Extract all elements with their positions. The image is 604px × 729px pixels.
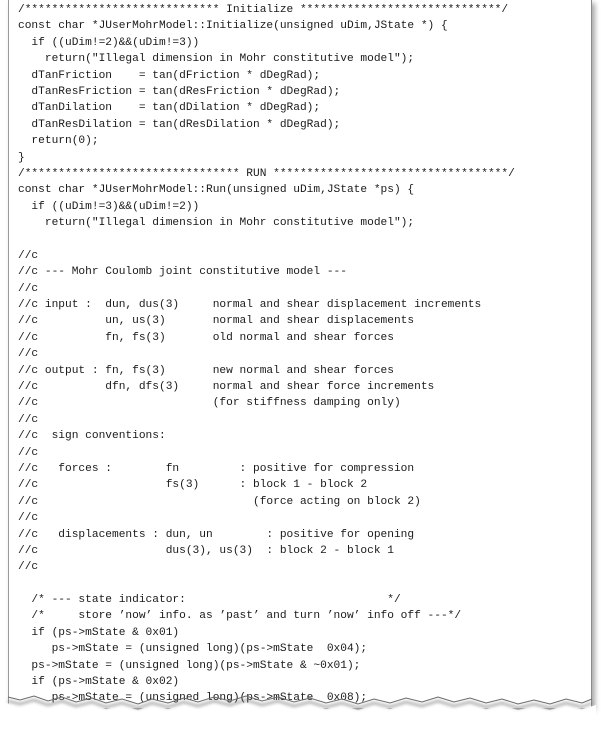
code-line: //c fn, fs(3) old normal and shear forces [18, 331, 394, 344]
code-line: //c [18, 282, 39, 295]
code-line: //c [18, 413, 39, 426]
code-line: if ((uDim!=3)&&(uDim!=2)) [18, 200, 200, 213]
code-line: //c --- Mohr Coulomb joint constitutive model --- [18, 266, 347, 279]
code-line: //c (force acting on block 2) [18, 495, 421, 508]
code-line: return(0); [18, 135, 99, 148]
code-line: dTanResDilation = tan(dResDilation * dDegRad); [18, 118, 341, 131]
code-line: return("Illegal dimension in Mohr constitutive model"); [18, 53, 415, 66]
code-line: //c displacements : dun, un : positive for opening [18, 528, 415, 541]
code-line: } [18, 151, 25, 164]
code-line: /******************************** RUN ***********************************/ [18, 167, 515, 180]
code-line: //c (for stiffness damping only) [18, 397, 401, 410]
code-line: //c [18, 348, 39, 361]
code-line: ps->mState = (unsigned long)(ps->mState 0x08); [18, 692, 368, 705]
code-line: /* store ’now’ info. as ’past’ and turn ’now’ info off ---*/ [18, 610, 462, 623]
code-line: ps->mState = (unsigned long)(ps->mState & ~0x01); [18, 659, 361, 672]
code-line: //c dfn, dfs(3) normal and shear force increments [18, 380, 435, 393]
code-line: //c [18, 446, 39, 459]
code-page [8, 0, 592, 708]
code-line: //c forces : fn : positive for compression [18, 462, 415, 475]
code-line: const char *JUserMohrModel::Initialize(unsigned uDim,JState *) { [18, 20, 448, 33]
code-line: //c sign conventions: [18, 430, 166, 443]
code-line: //c [18, 561, 39, 574]
code-line [18, 576, 515, 592]
code-line: dTanDilation = tan(dDilation * dDegRad); [18, 102, 321, 115]
code-line: dTanFriction = tan(dFriction * dDegRad); [18, 69, 321, 82]
code-line: if (ps->mState & 0x01) [18, 626, 180, 639]
code-line: dTanResFriction = tan(dResFriction * dDegRad); [18, 85, 341, 98]
code-listing [18, 2, 515, 707]
torn-paper-edge [0, 689, 604, 729]
code-line: //c [18, 249, 39, 262]
code-line: //c [18, 512, 39, 525]
code-line: /***************************** Initialize ******************************/ [18, 4, 509, 16]
code-line: //c output : fn, fs(3) new normal and shear forces [18, 364, 394, 377]
code-line: if ((uDim!=2)&&(uDim!=3)) [18, 36, 200, 49]
code-line: //c fs(3) : block 1 - block 2 [18, 479, 368, 492]
code-line: //c dus(3), us(3) : block 2 - block 1 [18, 544, 394, 557]
code-line: //c un, us(3) normal and shear displacements [18, 315, 415, 328]
code-line: //c input : dun, dus(3) normal and shear displacement increments [18, 299, 482, 312]
code-line: return("Illegal dimension in Mohr constitutive model"); [18, 217, 415, 230]
code-line: ps->mState = (unsigned long)(ps->mState 0x04); [18, 643, 368, 656]
code-line [18, 231, 515, 247]
code-line: /* --- state indicator: */ [18, 594, 401, 607]
code-line: if (ps->mState & 0x02) [18, 676, 180, 689]
code-line: const char *JUserMohrModel::Run(unsigned uDim,JState *ps) { [18, 184, 415, 197]
